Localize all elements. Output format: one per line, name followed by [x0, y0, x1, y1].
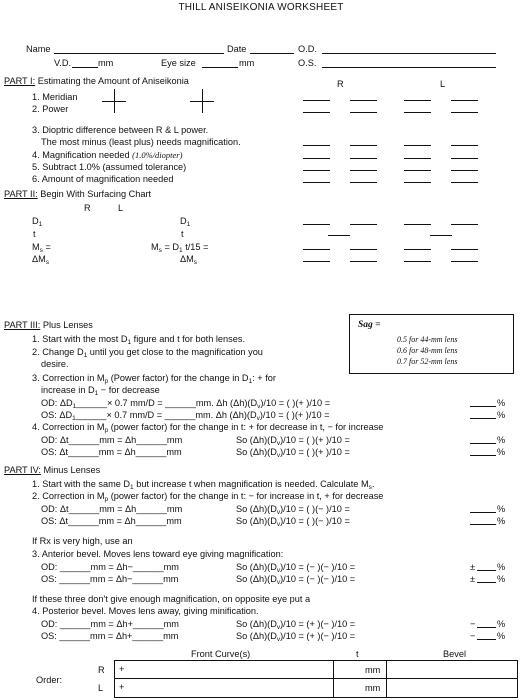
power-label: 2. Power	[32, 104, 69, 114]
p4-os-ant-row: OS: ______mm = Δh−______mm	[41, 574, 179, 584]
p4-os-t-so: So $(\Delta h)(D_v)/10$ = ( )(− )/10 =	[236, 516, 350, 528]
order-col-bevel: Bevel	[443, 649, 466, 659]
p1-r1-c2[interactable]	[350, 100, 377, 101]
os-field[interactable]	[322, 67, 496, 68]
p1-r2-c3[interactable]	[404, 112, 431, 113]
p4-od-post-result[interactable]	[477, 627, 496, 628]
p3-step3: 3. Correction in $M_p$ (Power factor) for the change in $D_1$: + for	[32, 373, 276, 385]
p1-r1-c4[interactable]	[451, 100, 478, 101]
p1-r4-c2[interactable]	[350, 158, 377, 159]
order-r-t-unit: mm	[365, 665, 381, 675]
vd-label: V.D.	[54, 58, 72, 68]
p1-r4-c4[interactable]	[451, 158, 478, 159]
date-label: Date	[227, 44, 247, 54]
p1-r2-c2[interactable]	[350, 112, 377, 113]
p1-r5-c4[interactable]	[451, 170, 478, 171]
sag-row-48: 0.6 for 48-mm lens	[397, 346, 458, 355]
p3-os-d1-row: OS: $\Delta D_1\_\_\_\_\_\_\times 0.7$ mm/D = ______mm. Δh $(\Delta h)(D_v)/10$ = ( )(+ )/10 =	[41, 410, 330, 422]
p4-od-t-result[interactable]	[470, 512, 496, 513]
p1-r2-c4[interactable]	[451, 112, 478, 113]
p1-r4-c1[interactable]	[303, 158, 330, 159]
p4-not-enough: If these three don't give enough magnification, on opposite eye put a	[32, 594, 311, 604]
subtract-label: 5. Subtract 1.0% (assumed tolerance)	[32, 162, 187, 172]
p1-r5-c1[interactable]	[303, 170, 330, 171]
eye-size-label: Eye size	[161, 58, 196, 68]
p2-dms-c4[interactable]	[451, 261, 478, 262]
p2-d1-c3[interactable]	[404, 224, 431, 225]
order-l-front[interactable]: +	[119, 682, 125, 692]
p3-od-d1-pct: %	[497, 398, 506, 408]
part2-heading: PART II: Begin With Surfacing Chart	[4, 189, 152, 199]
p1-r6-c4[interactable]	[451, 182, 478, 183]
d1-left: $D_1$	[32, 216, 43, 228]
ms-formula: $M_s = D_1$ t/15 =	[151, 242, 209, 254]
order-r-front[interactable]: +	[119, 664, 125, 674]
p1-r5-c3[interactable]	[404, 170, 431, 171]
p4-os-ant-pct: %	[497, 574, 506, 584]
p1-r3-c2[interactable]	[350, 145, 377, 146]
name-label: Name	[26, 44, 51, 54]
os-label: O.S.	[298, 58, 317, 68]
p4-high-rx: If Rx is very high, use an	[32, 536, 133, 546]
p4-step2: 2. Correction in $M_p$ (power factor) for the change in t: − for increase in t, + for decrease	[32, 491, 384, 503]
p4-step3: 3. Anterior bevel. Moves lens toward eye giving magnification:	[32, 549, 284, 559]
p4-od-ant-pct: %	[497, 562, 506, 572]
p2-d1-c2[interactable]	[350, 224, 377, 225]
p4-od-post-so: So $(\Delta h)(D_v)/10$ = (+ )(− )/10 =	[236, 619, 356, 631]
eye-size-field[interactable]	[202, 67, 238, 68]
p1-r6-c2[interactable]	[350, 182, 377, 183]
p3-od-t-result[interactable]	[470, 443, 496, 444]
meridian-cross-l-v	[202, 89, 203, 113]
part3-heading: PART III: Plus Lenses	[4, 320, 93, 330]
name-field[interactable]	[54, 53, 224, 54]
amount-mag-label: 6. Amount of magnification needed	[32, 174, 174, 184]
p2-d1-c4[interactable]	[451, 224, 478, 225]
t-left: t	[33, 229, 36, 239]
p4-od-post-pct: %	[497, 619, 506, 629]
order-row-l-label: L	[98, 683, 104, 693]
p3-os-t-row: OS: Δt______mm = Δh______mm	[41, 447, 182, 457]
sag-label: Sag =	[358, 320, 381, 330]
p1-r5-c2[interactable]	[350, 170, 377, 171]
p4-od-post-sign: −	[470, 619, 476, 629]
d1-right: $D_1$	[180, 216, 191, 228]
meridian-cross-r-v	[114, 89, 115, 113]
p4-od-t-row: OD: Δt______mm = Δh______mm	[41, 504, 183, 514]
p3-os-t-so: So $(\Delta h)(D_v)/10$ = ( )(+ )/10 =	[236, 447, 350, 459]
p3-step3-cont: increase in $D_1$ − for decrease	[41, 385, 160, 397]
p2-d1-c1[interactable]	[303, 224, 330, 225]
order-col-t: t	[356, 649, 359, 659]
p4-od-post-row: OD: ______mm = Δh+______mm	[41, 619, 179, 629]
od-label: O.D.	[298, 44, 317, 54]
sag-row-52: 0.7 for 52-mm lens	[397, 357, 458, 366]
p4-os-t-pct: %	[497, 516, 506, 526]
p1-r3-c4[interactable]	[451, 145, 478, 146]
order-col-divider-1	[333, 660, 334, 697]
meridian-label: 1. Meridian	[32, 92, 78, 102]
p4-step1: 1. Start with the same $D_1$ but increase t when magnification is needed. Calculate $M_s$.	[32, 479, 375, 491]
vd-unit: mm	[98, 58, 114, 68]
p2-t-r[interactable]	[328, 235, 350, 236]
p2-ms-c2[interactable]	[350, 249, 377, 250]
p4-od-ant-row: OD: ______mm = Δh−______mm	[41, 562, 179, 572]
dms-left: $\Delta M_s$	[32, 254, 50, 266]
p3-step2: 2. Change $D_1$ until you get close to the magnification you	[32, 347, 263, 359]
part2-col-r: R	[84, 203, 91, 213]
dms-right: $\Delta M_s$	[180, 254, 198, 266]
order-label: Order:	[36, 675, 63, 685]
p4-os-post-so: So $(\Delta h)(D_v)/10$ = (+ )(− )/10 =	[236, 631, 356, 643]
part1-col-l: L	[440, 79, 446, 89]
p1-r3-c3[interactable]	[404, 145, 431, 146]
eye-size-unit: mm	[239, 58, 255, 68]
p4-od-ant-sign: ±	[470, 562, 476, 572]
order-col-front: Front Curve(s)	[191, 649, 251, 659]
order-row-divider	[114, 678, 517, 679]
p4-os-post-row: OS: ______mm = Δh+______mm	[41, 631, 179, 641]
p1-r3-c1[interactable]	[303, 145, 330, 146]
part1-col-r: R	[337, 79, 344, 89]
p1-r6-c1[interactable]	[303, 182, 330, 183]
p1-r6-c3[interactable]	[404, 182, 431, 183]
p3-od-t-pct: %	[497, 435, 506, 445]
order-col-divider-2	[386, 660, 387, 697]
p3-step1: 1. Start with the most $D_1$ figure and t for both lenses.	[32, 334, 246, 346]
p4-os-post-pct: %	[497, 631, 506, 641]
part1-heading: PART I: Estimating the Amount of Aniseikonia	[4, 76, 189, 86]
p4-os-post-sign: −	[470, 631, 476, 641]
p3-od-t-so: So $(\Delta h)(D_v)/10$ = ( )(+ )/10 =	[236, 435, 350, 447]
p4-od-t-so: So $(\Delta h)(D_v)/10$ = ( )(− )/10 =	[236, 504, 350, 516]
p4-od-ant-result[interactable]	[477, 570, 496, 571]
p3-od-t-row: OD: Δt______mm = Δh______mm	[41, 435, 183, 445]
dioptric-diff-label: 3. Dioptric difference between R & L power.	[32, 125, 209, 135]
p4-os-ant-result[interactable]	[477, 582, 496, 583]
order-row-r-label: R	[98, 665, 105, 675]
p4-os-t-result[interactable]	[470, 524, 496, 525]
order-table	[114, 660, 518, 698]
p3-step4: 4. Correction in $M_p$ (power factor) for the change in t: + for decrease in t, − for increase	[32, 422, 384, 434]
p1-r4-c3[interactable]	[404, 158, 431, 159]
p2-dms-c1[interactable]	[303, 261, 330, 262]
p2-t-l[interactable]	[430, 235, 452, 236]
p4-od-t-pct: %	[497, 504, 506, 514]
p2-ms-c4[interactable]	[451, 249, 478, 250]
p4-os-t-row: OS: Δt______mm = Δh______mm	[41, 516, 182, 526]
p4-step4: 4. Posterior bevel. Moves lens away, giving minification.	[32, 606, 259, 616]
part2-col-l: L	[118, 203, 124, 213]
p1-r1-c1[interactable]	[303, 100, 330, 101]
t-right: t	[181, 229, 184, 239]
p2-dms-c2[interactable]	[350, 261, 377, 262]
p4-os-post-result[interactable]	[477, 639, 496, 640]
p4-os-ant-sign: ±	[470, 574, 476, 584]
p3-step2-cont: desire.	[41, 359, 69, 369]
p3-os-t-pct: %	[497, 447, 506, 457]
p2-dms-c3[interactable]	[404, 261, 431, 262]
p4-od-ant-so: So $(\Delta h)(D_v)/10$ = (− )(− )/10 =	[236, 562, 356, 574]
p4-os-ant-so: So $(\Delta h)(D_v)/10$ = (− )(− )/10 =	[236, 574, 356, 586]
p1-r2-c1[interactable]	[303, 112, 330, 113]
p3-od-d1-result[interactable]	[470, 406, 496, 407]
date-field[interactable]	[250, 53, 294, 54]
part4-heading: PART IV: Minus Lenses	[4, 465, 101, 475]
p3-os-t-result[interactable]	[470, 455, 496, 456]
vd-field[interactable]	[72, 67, 98, 68]
p2-ms-c1[interactable]	[303, 249, 330, 250]
sag-row-44: 0.5 for 44-mm lens	[397, 335, 458, 344]
od-field[interactable]	[322, 53, 496, 54]
p2-ms-c3[interactable]	[404, 249, 431, 250]
p1-r1-c3[interactable]	[404, 100, 431, 101]
worksheet-title: THILL ANISEIKONIA WORKSHEET	[178, 2, 344, 13]
p3-os-d1-pct: %	[497, 410, 506, 420]
p3-os-d1-result[interactable]	[470, 418, 496, 419]
mag-needed-label: 4. Magnification needed (1.0%/diopter)	[32, 150, 183, 160]
ms-left: $M_s$ =	[32, 242, 51, 254]
p3-od-d1-row: OD: $\Delta D_1\_\_\_\_\_\_\times 0.7$ mm/D = ______mm. Δh $(\Delta h)(D_v)/10$ = ( )(+ )/10 =	[41, 398, 331, 410]
most-minus-note: The most minus (least plus) needs magnification.	[41, 137, 241, 147]
order-l-t-unit: mm	[365, 683, 381, 693]
